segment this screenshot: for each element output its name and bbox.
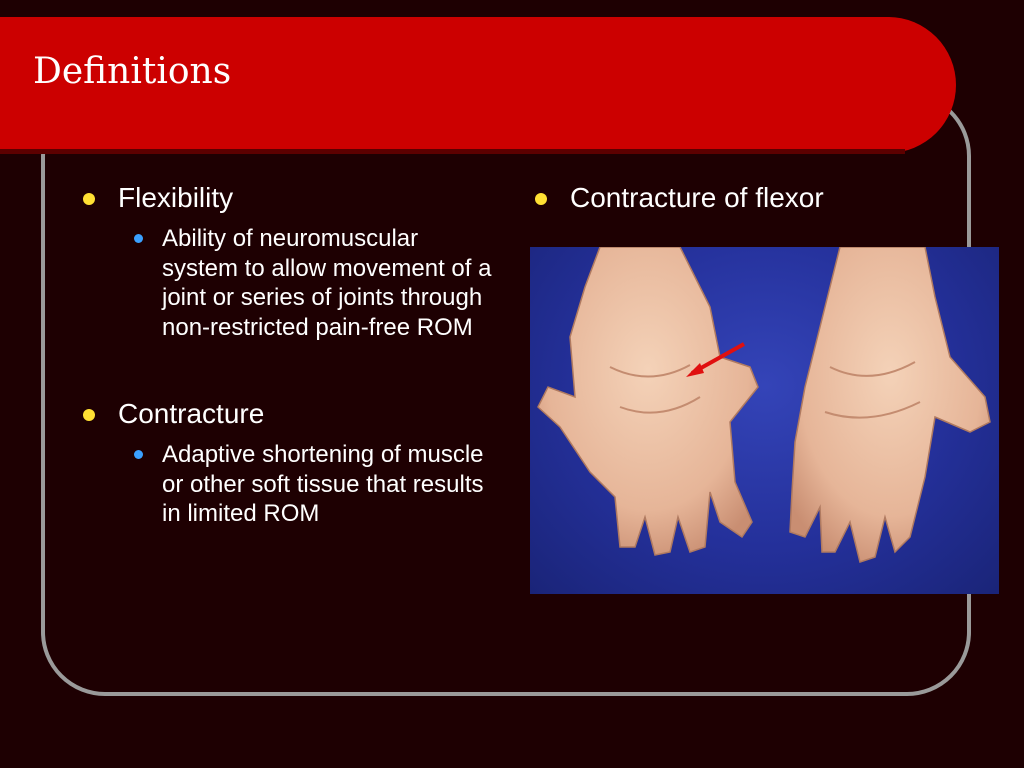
bullet-contracture-of-flexor-label: Contracture of flexor [570, 182, 824, 213]
bullet-contracture [80, 396, 500, 432]
sub-bullet-contracture-text: Adaptive shortening of muscle or other soft tissue that results in limited ROM [162, 441, 484, 527]
bullet-flexibility-label: Flexibility [118, 182, 234, 213]
sub-bullet-flexibility-text: Ability of neuromuscular system to allow movement of a joint or series of joints through non-restricted pain-free ROM [162, 225, 492, 341]
sub-bullet-contracture-definition [124, 440, 500, 529]
hands-illustration [530, 247, 999, 594]
right-hand-shape [790, 247, 990, 562]
hands-photo [530, 247, 999, 594]
right-column [532, 180, 992, 216]
sub-bullet-flexibility-definition [124, 224, 500, 342]
bullet-flexibility [80, 180, 500, 216]
left-column [80, 180, 500, 529]
yellow-dot-icon [535, 193, 547, 205]
left-hand-shape [538, 247, 758, 555]
bullet-contracture-of-flexor [532, 180, 992, 216]
blue-dot-icon [134, 450, 143, 459]
blue-dot-icon [134, 234, 143, 243]
yellow-dot-icon [83, 409, 95, 421]
yellow-dot-icon [83, 193, 95, 205]
bullet-contracture-label: Contracture [118, 398, 265, 429]
slide-title: Definitions [33, 51, 232, 92]
title-underline [0, 149, 905, 154]
